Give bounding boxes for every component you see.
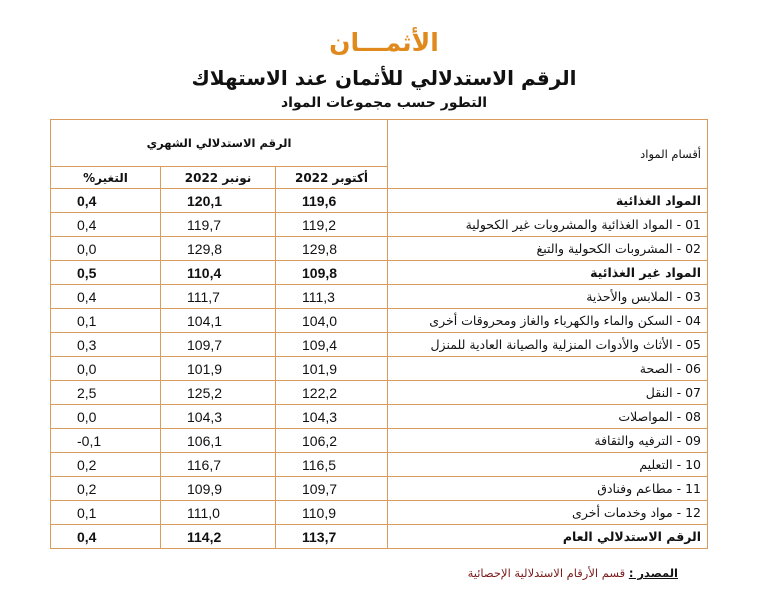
table-row [51,453,708,477]
oct-value-cell: 129,8 [276,237,388,261]
change-cell: 2,5 [51,381,161,405]
category-cell: 02 - المشروبات الكحولية والتبغ [388,237,708,261]
oct-value-cell: 104,3 [276,405,388,429]
cpi-table [50,119,708,549]
change-cell: 0,2 [51,477,161,501]
nov-value-cell: 120,1 [161,189,276,213]
category-cell: 11 - مطاعم وفنادق [388,477,708,501]
nov-column-header: نونبر 2022 [161,167,276,189]
category-header: أقسام المواد [388,120,708,189]
category-cell: 06 - الصحة [388,357,708,381]
nov-value-cell: 110,4 [161,261,276,285]
category-cell: 09 - الترفيه والثقافة [388,429,708,453]
category-cell: 04 - السكن والماء والكهرباء والغاز ومحروقات أخرى [388,309,708,333]
table-row [51,405,708,429]
table-row [51,333,708,357]
category-cell: 05 - الأثاث والأدوات المنزلية والصيانة العادية للمنزل [388,333,708,357]
nov-value-cell: 111,7 [161,285,276,309]
oct-value-cell: 109,7 [276,477,388,501]
oct-column-header: أكتوبر 2022 [276,167,388,189]
nov-value-cell: 119,7 [161,213,276,237]
change-cell: 0,1 [51,501,161,525]
nov-value-cell: 101,9 [161,357,276,381]
page-subtitle: التطور حسب مجموعات المواد [280,95,488,111]
change-cell: 0,2 [51,453,161,477]
change-cell: -0,1 [51,429,161,453]
source-label: المصدر : [628,566,678,580]
table-header-row-1 [51,120,708,167]
change-cell: 0,0 [51,405,161,429]
source-text: قسم الأرقام الاستدلالية الإحصائية [467,566,626,580]
category-cell: 07 - النقل [388,381,708,405]
nov-value-cell: 104,1 [161,309,276,333]
table-row [51,381,708,405]
oct-value-cell: 119,2 [276,213,388,237]
nov-value-cell: 125,2 [161,381,276,405]
table-row [51,285,708,309]
category-cell: الرقم الاستدلالي العام [388,525,708,549]
table-row [51,189,708,213]
oct-value-cell: 109,8 [276,261,388,285]
table-row [51,501,708,525]
table-row [51,477,708,501]
source-note [468,566,678,580]
change-cell: 0,0 [51,357,161,381]
change-cell: 0,0 [51,237,161,261]
category-cell: المواد غير الغذائية [388,261,708,285]
page-title: الرقم الاستدلالي للأثمان عند الاستهلاك [191,66,577,90]
change-cell: 0,4 [51,525,161,549]
nov-value-cell: 114,2 [161,525,276,549]
category-cell: المواد الغذائية [388,189,708,213]
oct-value-cell: 113,7 [276,525,388,549]
category-cell: 03 - الملابس والأحذية [388,285,708,309]
oct-value-cell: 122,2 [276,381,388,405]
table-row [51,261,708,285]
table-row [51,309,708,333]
nov-value-cell: 109,7 [161,333,276,357]
oct-value-cell: 109,4 [276,333,388,357]
table-row [51,357,708,381]
change-cell: 0,3 [51,333,161,357]
oct-value-cell: 101,9 [276,357,388,381]
nov-value-cell: 116,7 [161,453,276,477]
table-row [51,237,708,261]
nov-value-cell: 104,3 [161,405,276,429]
nov-value-cell: 129,8 [161,237,276,261]
change-cell: 0,4 [51,285,161,309]
oct-value-cell: 106,2 [276,429,388,453]
category-cell: 01 - المواد الغذائية والمشروبات غير الكحولية [388,213,708,237]
nov-value-cell: 106,1 [161,429,276,453]
nov-value-cell: 111,0 [161,501,276,525]
table-row [51,525,708,549]
change-cell: 0,1 [51,309,161,333]
oct-value-cell: 111,3 [276,285,388,309]
table-row [51,213,708,237]
change-cell: 0,5 [51,261,161,285]
category-cell: 12 - مواد وخدمات أخرى [388,501,708,525]
category-cell: 08 - المواصلات [388,405,708,429]
oct-value-cell: 104,0 [276,309,388,333]
nov-value-cell: 109,9 [161,477,276,501]
category-cell: 10 - التعليم [388,453,708,477]
change-cell: 0,4 [51,189,161,213]
page-main-heading: الأثمـــان [329,28,439,57]
change-column-header: التغير% [51,167,161,189]
oct-value-cell: 116,5 [276,453,388,477]
oct-value-cell: 119,6 [276,189,388,213]
monthly-index-header: الرقم الاستدلالي الشهري [51,120,388,167]
change-cell: 0,4 [51,213,161,237]
oct-value-cell: 110,9 [276,501,388,525]
table-row [51,429,708,453]
